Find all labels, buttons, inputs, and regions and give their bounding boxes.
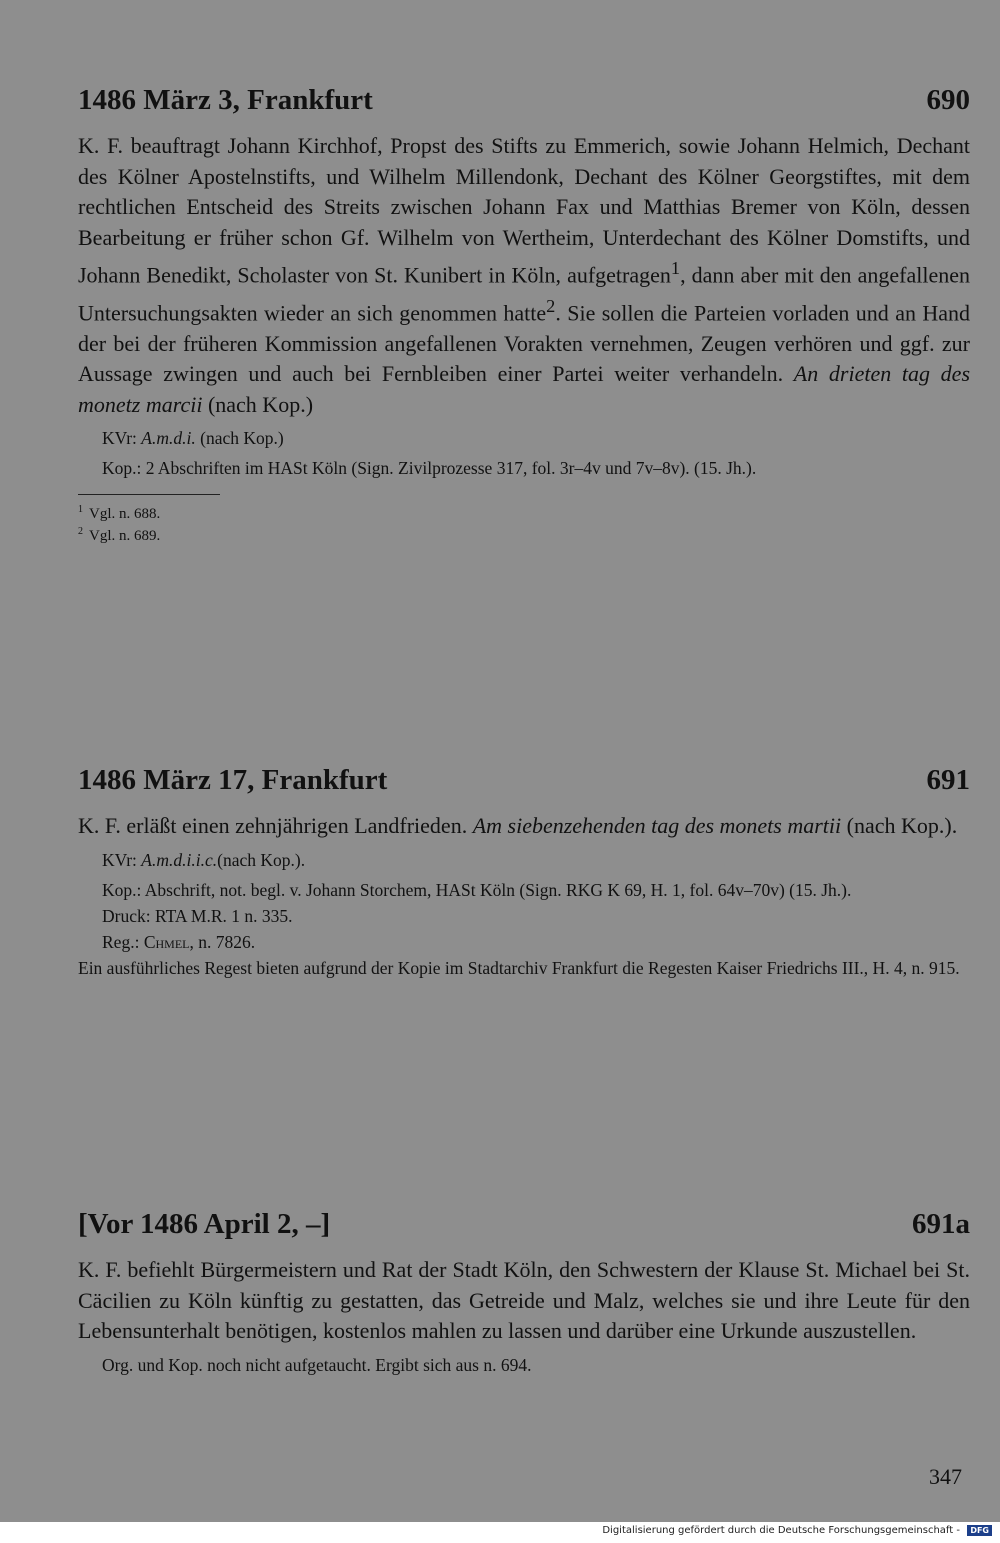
reg-line: Reg.: Chmel, n. 7826. [102,931,256,952]
kvr-line: KVr: A.m.d.i. (nach Kop.) [102,428,284,449]
footnote-ref: 2 [546,295,556,316]
footnote-divider [78,494,220,495]
entry-heading [78,84,970,117]
kvr-line: KVr: A.m.d.i.i.c.(nach Kop.). [102,849,306,870]
footnote-ref: 1 [670,258,681,278]
entry-number: 690 [926,84,970,116]
entry-number: 691 [926,764,970,796]
entry-summary: K. F. beauftragt Johann Kirchhof, Propst des Stifts zu Emmerich, sowie Johann Helmich, Dechant des Kölner Apostelnstifts, und Wilhelm Millendonk, Dechant des Kölner Georgstiftes, mit dem rechtlichen Entscheid des Streits zwischen Johann Fax und Matthias Bremer von Köln, dessen Bearbeitung er früher schon Gf. Wilhelm von Wertheim, Unterdechant des Kölner Domstifts, und Johann Benedikt, Scholaster von St. Kunibert in Köln, aufgetragen$^1$, dann aber mit den angefallenen Untersuchungsakten wieder an sich genommen hatte$^2$. Sie sollen die Parteien vorladen und an Hand der bei der früheren Kommission angefallenen Vorakten vernehmen, Zeugen verhören und ggf. zur Aussage zwingen und auch bei Fernbleiben einer Partei weiter verhandeln. An drieten tag des monetz marcii (nach Kop.) [78,133,971,417]
regest-entry-691a [78,1208,970,1377]
entry-summary: K. F. befiehlt Bürgermeistern und Rat der Stadt Köln, den Schwestern der Klause St. Michael bei St. Cäcilien zu Köln künftig zu gestatten, das Getreide und Malz, welches sie und ihre Leute für den Lebensunterhalt benötigen, kostenlos mahlen zu lassen und darüber eine Urkunde auszustellen. [78,1257,970,1343]
entry-heading [78,764,970,797]
footnote-1: $^1$ Vgl. n. 688. [78,504,161,523]
remark-line: Ein ausführliches Regest bieten aufgrund der Kopie im Stadtarchiv Frankfurt die Regesten Kaiser Friedrichs III., H. 4, n. 915. [78,957,960,978]
footer-text: Digitalisierung gefördert durch die Deutsche Forschungsgemeinschaft - [602,1525,960,1536]
kop-line: Kop.: Abschrift, not. begl. v. Johann Storchem, HASt Köln (Sign. RKG K 69, H. 1, fol. 64v–70v) (15. Jh.). [102,879,852,900]
org-line: Org. und Kop. noch nicht aufgetaucht. Ergibt sich aus n. 694. [102,1354,532,1375]
entry-number: 691a [912,1208,970,1240]
entry-heading [78,1208,970,1241]
kop-line: Kop.: 2 Abschriften im HASt Köln (Sign. Zivilprozesse 317, fol. 3r–4v und 7v–8v). (15. Jh.). [102,458,757,479]
footnote-2: $^2$ Vgl. n. 689. [78,526,161,545]
entry-summary: K. F. erläßt einen zehnjährigen Landfrieden. Am siebenzehenden tag des monets martii (nach Kop.). [78,813,958,838]
regest-entry-690 [78,84,970,545]
entry-date-place: 1486 März 3, Frankfurt [78,84,373,116]
entry-quote: Am siebenzehenden tag des monets martii [472,813,842,838]
page-number: 347 [929,1464,962,1489]
regest-entry-691 [78,764,970,980]
entry-quote: An drieten tag des monetz marcii [78,361,971,417]
druck-line: Druck: RTA M.R. 1 n. 335. [102,905,293,926]
footer-bar [0,1522,1000,1543]
entry-date-place: [Vor 1486 April 2, –] [78,1208,331,1240]
entry-date-place: 1486 März 17, Frankfurt [78,764,388,796]
dfg-logo: DFG [967,1525,992,1536]
